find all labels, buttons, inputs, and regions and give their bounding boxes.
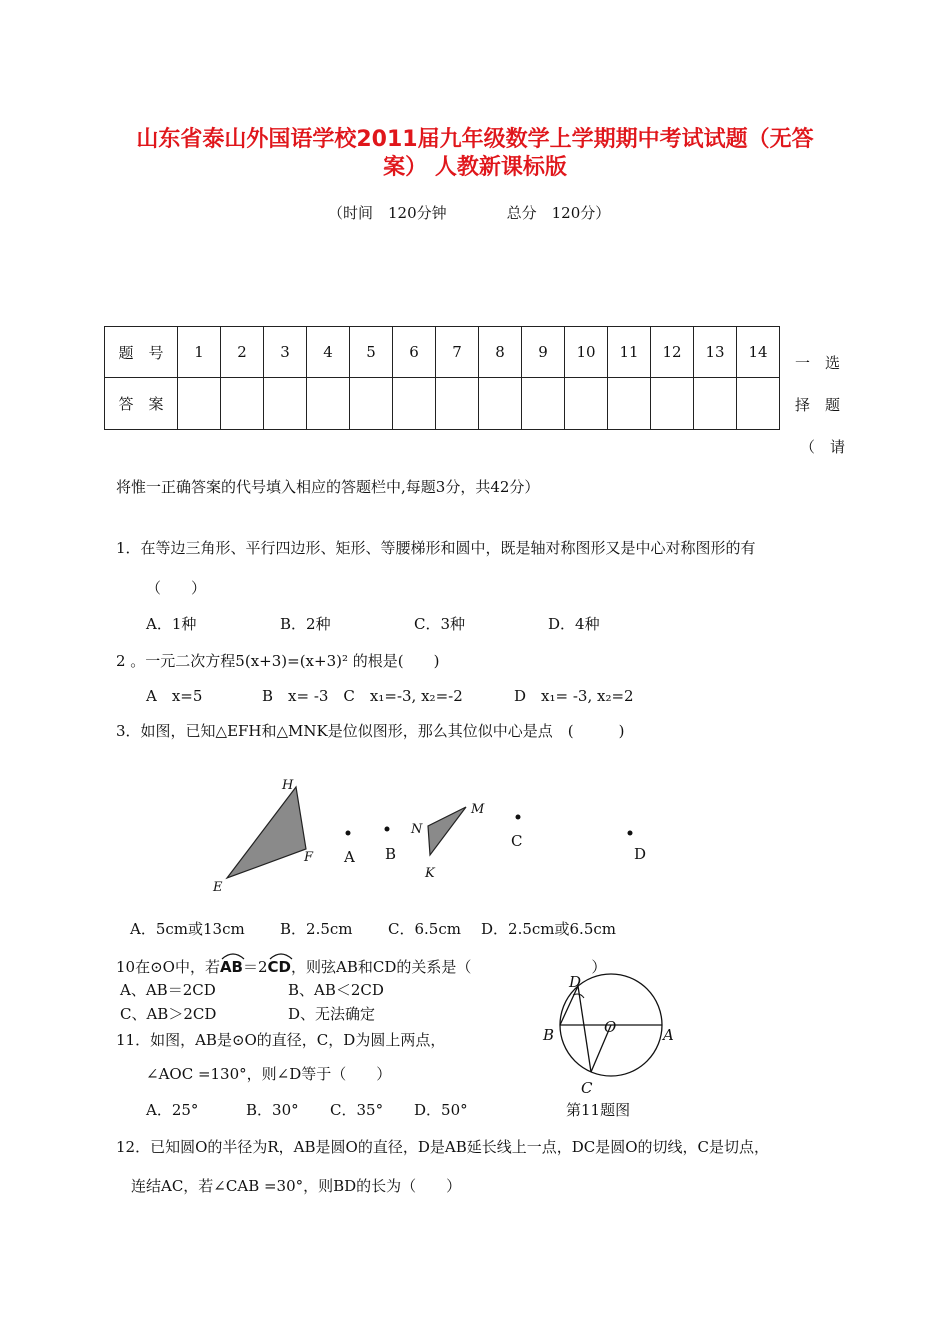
- table-cell-number: 14: [737, 327, 780, 378]
- q1-option-d: D．4种: [548, 615, 600, 633]
- q1-stem: 1．在等边三角形、平行四边形、矩形、等腰梯形和圆中，既是轴对称图形又是中心对称图形的有: [116, 539, 756, 557]
- circle-label-c: C: [581, 1079, 593, 1097]
- circle-label-d: D: [569, 973, 582, 991]
- q10-option-d: D、无法确定: [288, 1005, 376, 1023]
- arc-cd-label: CD: [267, 958, 292, 976]
- q12-stem: 12．已知圆O的半径为R，AB是圆O的直径，D是AB延长线上一点，DC是圆O的切线，C是切点，: [116, 1138, 769, 1156]
- label-n: N: [411, 822, 423, 837]
- table-cell-number: 6: [393, 327, 436, 378]
- table-cell-number: 3: [264, 327, 307, 378]
- table-cell-number: 11: [608, 327, 651, 378]
- exam-subtitle: （时间 120分钟 总分 120分）: [328, 204, 611, 222]
- table-cell-number: 5: [350, 327, 393, 378]
- table-header-number: 题 号: [105, 327, 178, 378]
- table-cell-number: 1: [178, 327, 221, 378]
- q2-stem: 2 。一元二次方程5(x+3)=(x+3)² 的根是( ): [116, 652, 440, 670]
- arc-ab-label: AB: [219, 958, 243, 976]
- table-cell-number: 8: [479, 327, 522, 378]
- q1-option-b: B．2种: [280, 615, 331, 633]
- q10-option-b: B、AB＜2CD: [288, 981, 384, 999]
- table-cell-number: 4: [307, 327, 350, 378]
- q11-option-a: A．25°: [146, 1101, 199, 1119]
- q3-option-d: D．2.5cm或6.5cm: [481, 920, 616, 938]
- section-side-label-2: 择 题: [795, 396, 841, 414]
- q10-stem-prefix: 10在⊙O中，若: [116, 958, 220, 976]
- q1-option-a: A．1种: [146, 615, 197, 633]
- q3-option-c: C．6.5cm: [388, 920, 461, 938]
- q2-option-d: D x₁= -3, x₂=2: [514, 687, 634, 705]
- chord-db: [560, 986, 578, 1025]
- label-e: E: [213, 880, 223, 895]
- label-d: D: [634, 845, 647, 863]
- q10-stem-suffix: ，则弦AB和CD的关系是（ ）: [291, 958, 607, 976]
- q2-option-a: A x=5: [146, 687, 203, 705]
- q11-option-b: B．30°: [246, 1101, 299, 1119]
- table-cell-number: 2: [221, 327, 264, 378]
- q3-option-b: B．2.5cm: [280, 920, 353, 938]
- label-m: M: [471, 802, 485, 817]
- table-cell-number: 12: [651, 327, 694, 378]
- circle-label-o: O: [604, 1018, 617, 1036]
- label-c: C: [511, 832, 523, 850]
- q10-option-a: A、AB＝2CD: [120, 981, 216, 999]
- page-title-line2: 案） 人教新课标版: [383, 155, 567, 180]
- table-cell-number: 9: [522, 327, 565, 378]
- q10-stem-mid: ＝2: [243, 958, 268, 976]
- table-cell-number: 7: [436, 327, 479, 378]
- q1-paren: （ ）: [146, 579, 207, 597]
- label-a: A: [344, 848, 355, 866]
- section-side-label-3: （ 请: [800, 438, 846, 456]
- page-title-line1: 山东省泰山外国语学校2011届九年级数学上学期期中考试试题（无答: [136, 127, 814, 152]
- circle-label-a: A: [663, 1026, 674, 1044]
- chord-dc: [578, 986, 591, 1072]
- q3-option-a: A．5cm或13cm: [130, 920, 245, 938]
- q2-option-bc: B x= -3 C x₁=-3, x₂=-2: [262, 687, 463, 705]
- table-cell-number: 10: [565, 327, 608, 378]
- label-b: B: [385, 845, 397, 863]
- q11-option-d: D．50°: [414, 1101, 468, 1119]
- q1-option-c: C．3种: [414, 615, 466, 633]
- q11-option-c: C．35°: [330, 1101, 384, 1119]
- section-instruction: 将惟一正确答案的代号填入相应的答题栏中,每题3分，共42分）: [116, 478, 540, 496]
- label-h: H: [282, 778, 294, 793]
- table-cell-number: 13: [694, 327, 737, 378]
- section-side-label-1: 一 选: [795, 354, 841, 372]
- q11-stem-2: ∠AOC =130°，则∠D等于（ ）: [146, 1065, 392, 1083]
- table-header-answer: 答 案: [105, 378, 178, 430]
- circle-label-b: B: [543, 1026, 555, 1044]
- label-f: F: [304, 850, 314, 865]
- label-k: K: [425, 866, 435, 881]
- q10-option-c: C、AB＞2CD: [120, 1005, 217, 1023]
- figure-11-caption: 第11题图: [566, 1101, 631, 1119]
- q12-stem-2: 连结AC，若∠CAB =30°，则BD的长为（ ）: [131, 1177, 462, 1195]
- q3-stem: 3．如图，已知△EFH和△MNK是位似图形，那么其位似中心是点 ( ): [116, 722, 625, 740]
- angle-d-mark: [573, 994, 584, 998]
- q11-stem: 11．如图，AB是⊙O的直径，C，D为圆上两点，: [116, 1031, 446, 1049]
